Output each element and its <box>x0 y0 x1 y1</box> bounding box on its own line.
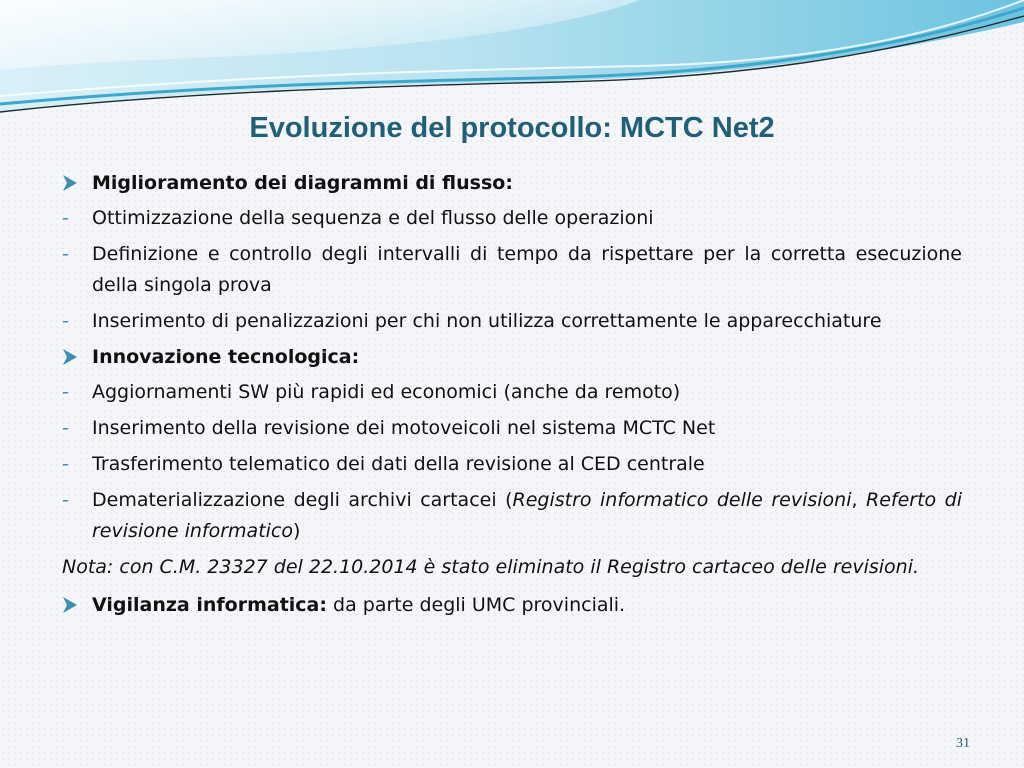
dash-bullet: - <box>62 243 69 265</box>
arrow-bullet-icon <box>62 174 78 192</box>
arrow-bullet-icon <box>62 348 78 366</box>
list-item: - Dematerializzazione degli archivi cartacei (Registro informatico delle revisioni, Referto di revisione informatico) <box>62 485 962 547</box>
list-item: - Definizione e controllo degli intervalli di tempo da rispettare per la corretta esecuzione della singola prova <box>62 239 962 301</box>
dash-bullet: - <box>62 489 69 511</box>
dash-bullet: - <box>62 453 69 475</box>
slide-body <box>62 168 962 625</box>
list-item: - Trasferimento telematico dei dati della revisione al CED centrale <box>62 449 962 480</box>
slide-title: Evoluzione del protocollo: MCTC Net2 <box>249 112 775 144</box>
section-heading-vigilance: Vigilanza informatica: da parte degli UMC provinciali. <box>62 590 962 621</box>
section-heading-flow: Miglioramento dei diagrammi di flusso: <box>62 168 962 199</box>
dash-bullet: - <box>62 207 69 229</box>
page-number: 31 <box>956 736 970 751</box>
list-item: - Ottimizzazione della sequenza e del flusso delle operazioni <box>62 203 962 234</box>
dash-bullet: - <box>62 310 69 332</box>
list-item: - Aggiornamenti SW più rapidi ed economici (anche da remoto) <box>62 377 962 408</box>
section-heading-innovation: Innovazione tecnologica: <box>62 342 962 373</box>
list-item: - Inserimento della revisione dei motoveicoli nel sistema MCTC Net <box>62 413 962 444</box>
list-item: - Inserimento di penalizzazioni per chi non utilizza correttamente le apparecchiature <box>62 306 962 337</box>
arrow-bullet-icon <box>62 596 78 614</box>
dash-bullet: - <box>62 381 69 403</box>
header-wave-banner <box>0 0 1024 120</box>
note-text: Nota: con C.M. 23327 del 22.10.2014 è stato eliminato il Registro cartaceo delle revisioni. <box>62 556 920 578</box>
dash-bullet: - <box>62 417 69 439</box>
